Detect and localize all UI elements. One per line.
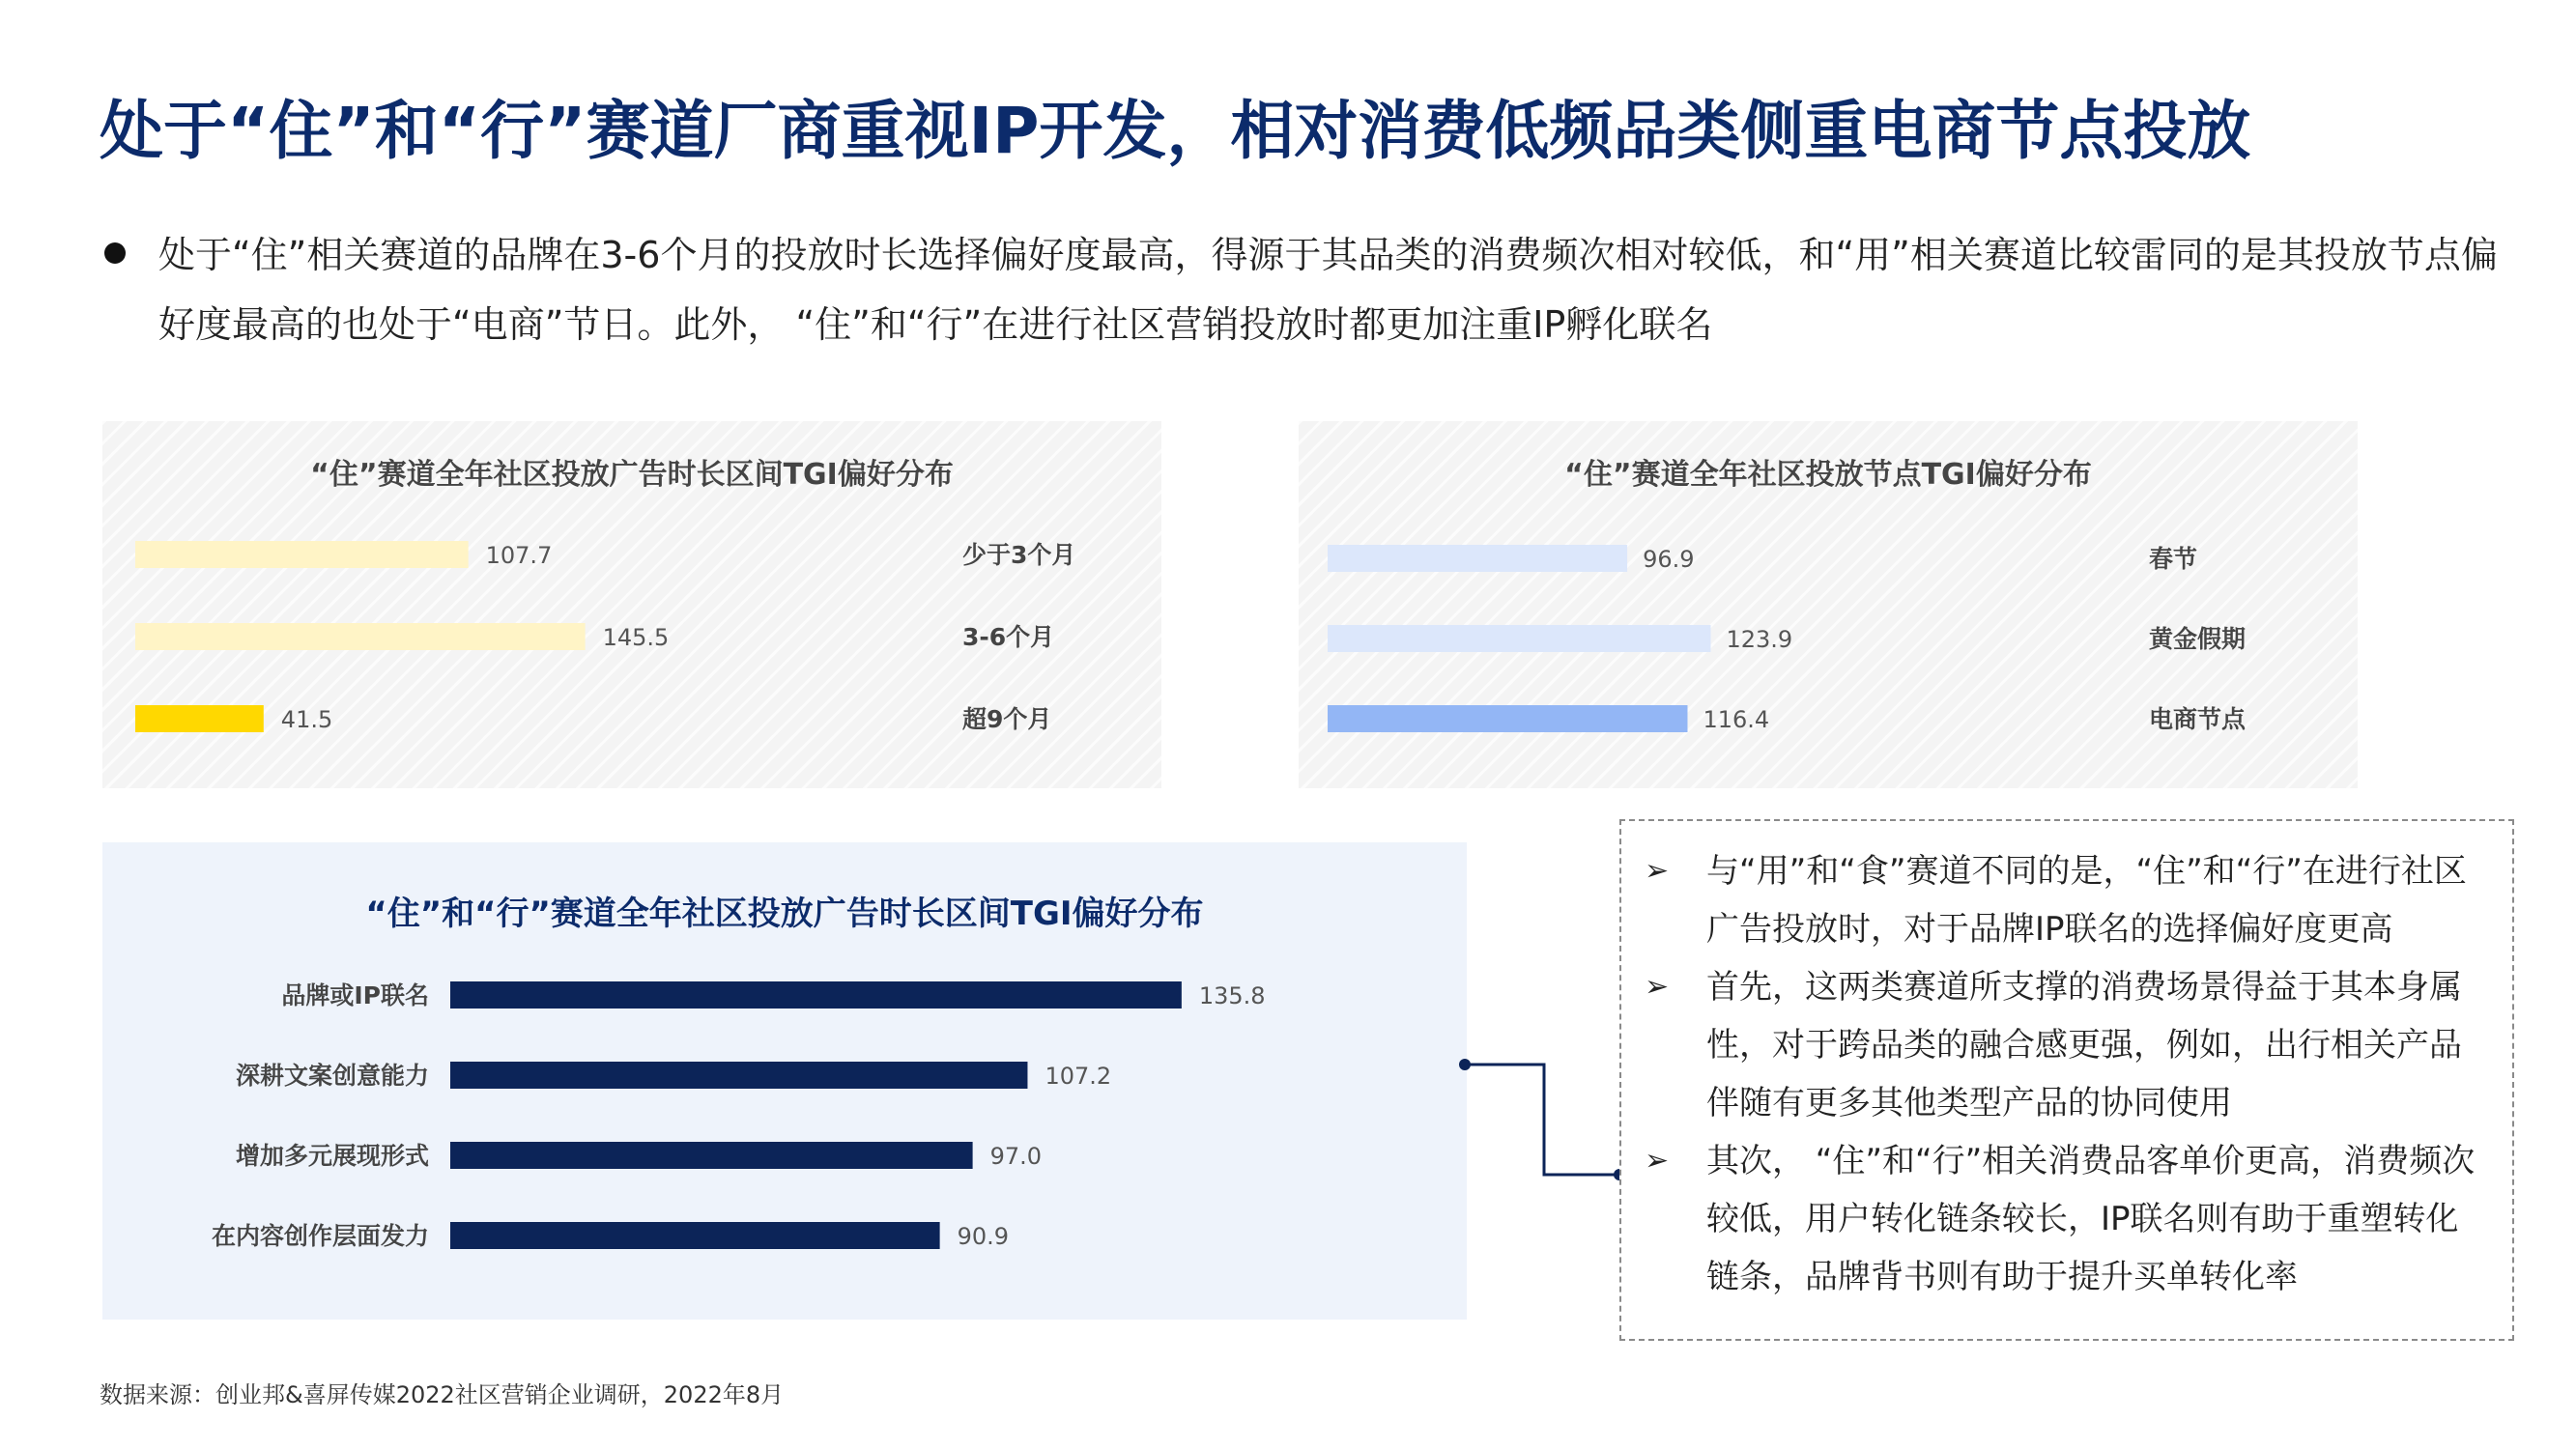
bar-value-label: 116.4 [1703, 706, 1770, 733]
bar-2 [135, 623, 586, 650]
chart-panel-duration [102, 421, 1161, 788]
data-source-note: 数据来源：创业邦&喜屏传媒2022社区营销企业调研，2022年8月 [100, 1381, 785, 1408]
bar-4 [450, 1222, 940, 1249]
bar-2 [1328, 625, 1710, 652]
callout-item-text: 与“用”和“食”赛道不同的是，“住”和“行”在进行社区广告投放时，对于品牌IP联名的选择偏好度更高 [1706, 852, 2467, 949]
chart-title: “住”赛道全年社区投放节点TGI偏好分布 [1564, 458, 2092, 492]
category-label: 春节 [2149, 545, 2198, 573]
bar-3 [1328, 705, 1687, 732]
callout-item [1645, 1132, 2489, 1306]
bar-value-label: 97.0 [989, 1143, 1043, 1170]
category-label: 深耕文案创意能力 [235, 1062, 429, 1090]
chart-nodes-bars [1299, 421, 2358, 788]
category-label: 超9个月 [962, 705, 1052, 733]
bar-value-label: 123.9 [1726, 626, 1793, 653]
chart-panel-content [102, 842, 1467, 1320]
category-label: 在内容创作层面发力 [211, 1222, 429, 1250]
bar-1 [135, 541, 469, 568]
chart-title: “住”赛道全年社区投放广告时长区间TGI偏好分布 [310, 458, 954, 492]
bar-value-label: 41.5 [280, 706, 333, 733]
bar-value-label: 107.2 [1045, 1063, 1112, 1090]
intro-paragraph [97, 220, 2512, 359]
callout-connector [1459, 1059, 1633, 1184]
callout-item-text: 其次， “住”和“行”相关消费品客单价更高，消费频次较低，用户转化链条较长，IP联名则有助于重塑转化链条，品牌背书则有助于提升买单转化率 [1706, 1142, 2476, 1296]
category-label: 增加多元展现形式 [235, 1142, 429, 1170]
bar-value-label: 90.9 [957, 1223, 1010, 1250]
category-label: 3-6个月 [962, 623, 1055, 651]
category-label: 少于3个月 [962, 541, 1076, 569]
arrow-bullet-icon: ➢ [1645, 970, 1670, 1004]
bar-value-label: 107.7 [485, 542, 553, 569]
chart-panel-nodes [1299, 421, 2358, 788]
category-label: 电商节点 [2149, 705, 2247, 733]
chart-duration-bars [102, 421, 1161, 788]
bar-1 [450, 981, 1182, 1009]
callout-list [1621, 821, 2512, 1306]
category-label: 品牌或IP联名 [281, 981, 429, 1009]
connector-line [1465, 1065, 1619, 1175]
bullet-dot-icon [104, 242, 126, 264]
bar-3 [135, 705, 264, 732]
chart-title: “住”和“行”赛道全年社区投放广告时长区间TGI偏好分布 [365, 895, 1204, 933]
bar-value-label: 145.5 [602, 624, 670, 651]
bar-value-label: 96.9 [1643, 546, 1695, 573]
callout-item [1645, 958, 2489, 1132]
bar-value-label: 135.8 [1198, 982, 1266, 1009]
page-title: 处于“住”和“行”赛道厂商重视IP开发，相对消费低频品类侧重电商节点投放 [100, 94, 2251, 168]
bar-1 [1328, 545, 1627, 572]
intro-text: 处于“住”相关赛道的品牌在3-6个月的投放时长选择偏好度最高，得源于其品类的消费频次相对较低，和“用”相关赛道比较雷同的是其投放节点偏好度最高的也处于“电商”节日。此外， “住”和“行”在进行社区营销投放时都更加注重IP孵化联名 [158, 234, 2498, 346]
chart-content-bars [102, 842, 1467, 1320]
arrow-bullet-icon: ➢ [1645, 1144, 1670, 1178]
callout-box [1619, 819, 2514, 1341]
callout-item-text: 首先，这两类赛道所支撑的消费场景得益于其本身属性，对于跨品类的融合感更强，例如，出行相关产品伴随有更多其他类型产品的协同使用 [1706, 968, 2462, 1122]
callout-item [1645, 842, 2489, 958]
bar-2 [450, 1062, 1027, 1089]
bar-3 [450, 1142, 973, 1169]
arrow-bullet-icon: ➢ [1645, 854, 1670, 888]
category-label: 黄金假期 [2149, 625, 2247, 653]
